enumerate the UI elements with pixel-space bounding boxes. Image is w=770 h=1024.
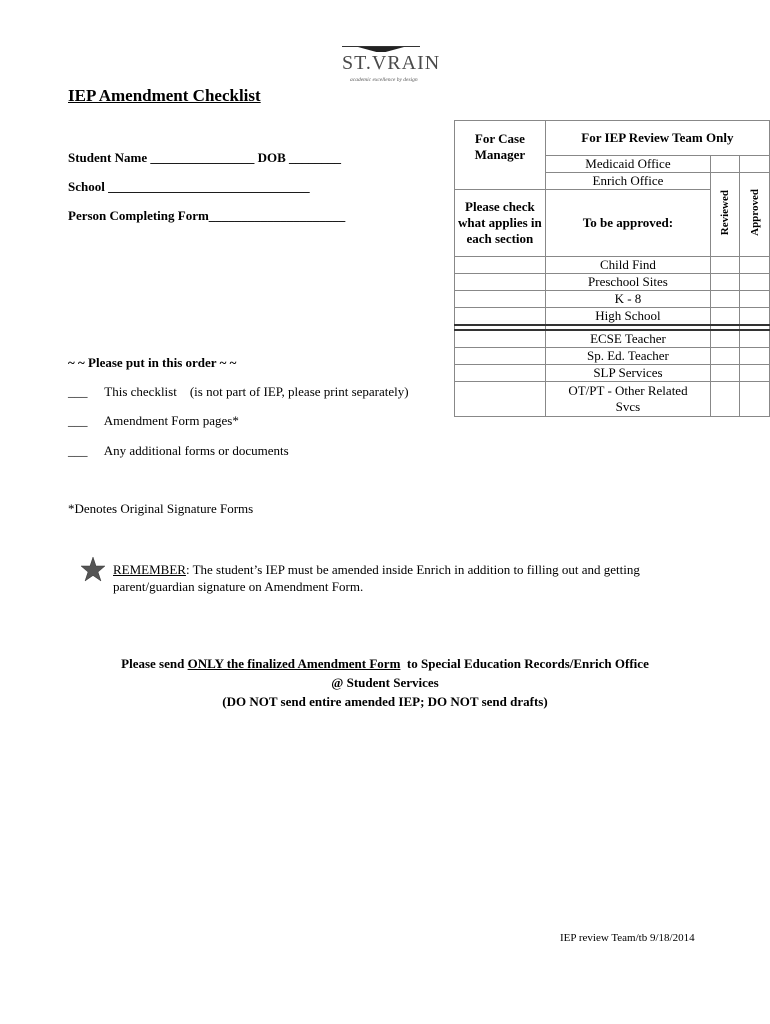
row-label: Child Find (545, 257, 710, 274)
check-cell[interactable] (740, 365, 770, 382)
check-cell[interactable] (740, 330, 770, 348)
footer-note: IEP review Team/tb 9/18/2014 (560, 932, 695, 944)
school-field[interactable]: School _______________________________ (68, 179, 310, 194)
row-label: OT/PT - Other Related Svcs (545, 382, 710, 417)
checkbox-blank[interactable]: ___ (68, 413, 88, 428)
reviewed-column-header (711, 173, 740, 257)
check-cell[interactable] (455, 330, 546, 348)
checklist-item-label: Any additional forms or documents (103, 443, 289, 458)
review-team-header: For IEP Review Team Only (545, 121, 769, 156)
logo-tagline: academic excellence by design (350, 77, 418, 83)
checklist-item (68, 413, 239, 429)
send-instructions (0, 656, 770, 672)
page-title: IEP Amendment Checklist (68, 86, 261, 105)
checklist-item-label: This checklist (is not part of IEP, please print separately) (104, 384, 409, 399)
check-cell[interactable] (455, 382, 546, 417)
remember-label: REMEMBER (113, 562, 186, 577)
district-logo (336, 44, 441, 88)
remember-text-line2: parent/guardian signature on Amendment Form. (113, 579, 364, 594)
row-label: Preschool Sites (545, 274, 710, 291)
logo-wordmark: ST.VRAIN (342, 52, 441, 74)
row-label: ECSE Teacher (545, 330, 710, 348)
check-cell[interactable] (740, 382, 770, 417)
check-cell[interactable] (455, 291, 546, 308)
approved-label: Approved (748, 189, 761, 236)
medicaid-office-cell: Medicaid Office (545, 156, 710, 173)
check-cell[interactable] (455, 308, 546, 326)
person-completing-field[interactable]: Person Completing Form_____________________ (68, 208, 346, 223)
star-icon (80, 556, 106, 582)
check-cell[interactable] (740, 348, 770, 365)
check-cell[interactable] (740, 308, 770, 326)
check-cell[interactable] (711, 308, 740, 326)
check-cell[interactable] (740, 156, 770, 173)
send-line2: @ Student Services (331, 675, 439, 690)
case-manager-header: For Case Manager (455, 121, 546, 173)
please-check-cell: Please check what applies in each section (455, 190, 546, 257)
blank-cell (455, 173, 546, 190)
remember-text: : The student’s IEP must be amended inside Enrich in addition to filling out and getting (185, 562, 640, 577)
checklist-item (68, 384, 409, 400)
send-emphasis: ONLY the finalized Amendment Form (187, 656, 401, 671)
row-label: SLP Services (545, 365, 710, 382)
order-heading: ~ ~ Please put in this order ~ ~ (68, 355, 237, 370)
send-prefix: Please send (121, 656, 188, 671)
check-cell[interactable] (711, 330, 740, 348)
check-cell[interactable] (455, 348, 546, 365)
checkbox-blank[interactable]: ___ (68, 384, 88, 399)
denotes-note: *Denotes Original Signature Forms (68, 501, 254, 516)
send-suffix: to Special Education Records/Enrich Office (400, 656, 649, 671)
row-label: K - 8 (545, 291, 710, 308)
review-table (454, 120, 770, 417)
check-cell[interactable] (455, 274, 546, 291)
check-cell[interactable] (711, 156, 740, 173)
checkbox-blank[interactable]: ___ (68, 443, 88, 458)
check-cell[interactable] (711, 348, 740, 365)
check-cell[interactable] (455, 257, 546, 274)
remember-note (113, 562, 640, 578)
check-cell[interactable] (711, 274, 740, 291)
row-label: High School (545, 308, 710, 326)
checklist-item (68, 443, 289, 459)
check-cell[interactable] (711, 291, 740, 308)
send-line3: (DO NOT send entire amended IEP; DO NOT send drafts) (222, 694, 548, 709)
enrich-office-cell: Enrich Office (545, 173, 710, 190)
check-cell[interactable] (711, 365, 740, 382)
checklist-item-label: Amendment Form pages* (103, 413, 239, 428)
check-cell[interactable] (455, 365, 546, 382)
check-cell[interactable] (711, 382, 740, 417)
logo-rule (342, 46, 420, 47)
reviewed-label: Reviewed (719, 189, 732, 236)
student-name-dob-field[interactable]: Student Name ________________ DOB ________ (68, 150, 342, 165)
check-cell[interactable] (740, 257, 770, 274)
approved-column-header (740, 173, 770, 257)
check-cell[interactable] (740, 274, 770, 291)
check-cell[interactable] (740, 291, 770, 308)
to-be-approved-cell: To be approved: (545, 190, 710, 257)
row-label: Sp. Ed. Teacher (545, 348, 710, 365)
check-cell[interactable] (711, 257, 740, 274)
